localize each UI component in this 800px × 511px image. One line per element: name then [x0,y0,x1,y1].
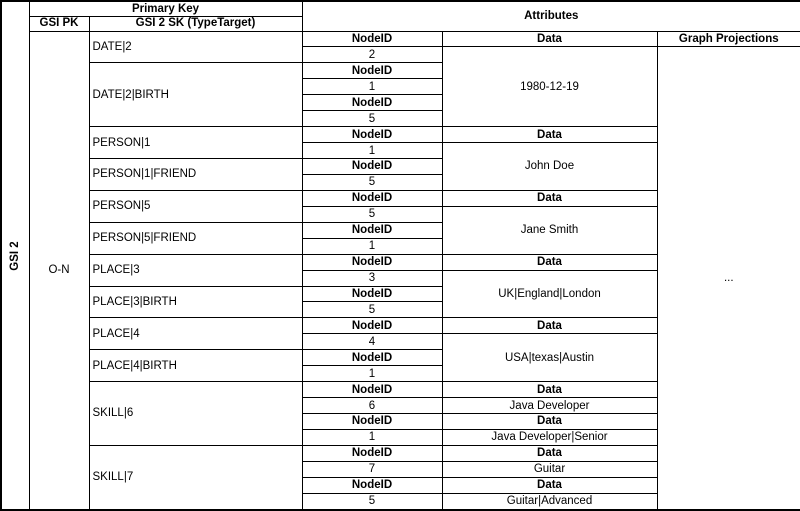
node-id-value: 2 [302,47,442,63]
node-id-value: 3 [302,270,442,286]
node-id-value: 4 [302,334,442,350]
data-value: John Doe [442,143,657,191]
sk-cell: PLACE|3 [89,254,302,286]
node-id-header: NodeID [302,286,442,302]
gsi-index-label-cell [1,1,29,510]
data-value: Java Developer|Senior [442,429,657,445]
node-id-header: NodeID [302,254,442,270]
node-id-header: NodeID [302,31,442,47]
node-id-header: NodeID [302,414,442,430]
node-id-value: 5 [302,302,442,318]
sk-cell: DATE|2 [89,31,302,63]
node-id-value: 5 [302,174,442,190]
data-header: Data [442,382,657,398]
gsi-index-label: GSI 2 [9,240,22,271]
primary-key-header: Primary Key [29,1,302,16]
node-id-header: NodeID [302,63,442,79]
attributes-header: Attributes [302,1,800,31]
node-id-value: 5 [302,111,442,127]
node-id-header: NodeID [302,159,442,175]
node-id-value: 5 [302,206,442,222]
data-header: Data [442,254,657,270]
node-id-header: NodeID [302,127,442,143]
node-id-header: NodeID [302,222,442,238]
data-value: UK|England|London [442,270,657,318]
node-id-header: NodeID [302,382,442,398]
data-header: Data [442,414,657,430]
graph-projections-header: Graph Projections [657,31,800,47]
sk-cell: PERSON|5|FRIEND [89,222,302,254]
node-id-value: 6 [302,398,442,414]
data-header: Data [442,445,657,461]
node-id-header: NodeID [302,190,442,206]
data-value: Jane Smith [442,206,657,254]
graph-projections-cell: ... [657,47,800,510]
node-id-header: NodeID [302,318,442,334]
sk-cell: PLACE|4 [89,318,302,350]
node-id-value: 5 [302,493,442,510]
data-value: Java Developer [442,398,657,414]
node-id-value: 1 [302,366,442,382]
sk-cell: PLACE|4|BIRTH [89,350,302,382]
data-value: Guitar|Advanced [442,493,657,510]
sk-cell: SKILL|6 [89,382,302,446]
partition-key-cell: O-N [29,31,89,510]
node-id-value: 1 [302,429,442,445]
node-id-value: 1 [302,143,442,159]
node-id-header: NodeID [302,350,442,366]
node-id-value: 1 [302,238,442,254]
node-id-header: NodeID [302,95,442,111]
gsi-pk-header: GSI PK [29,16,89,31]
node-id-header: NodeID [302,477,442,493]
sk-cell: PERSON|5 [89,190,302,222]
sk-cell: SKILL|7 [89,445,302,510]
data-value: USA|texas|Austin [442,334,657,382]
node-id-value: 7 [302,461,442,477]
sk-cell: PERSON|1|FRIEND [89,159,302,191]
data-header: Data [442,190,657,206]
gsi-sk-header: GSI 2 SK (TypeTarget) [89,16,302,31]
data-header: Data [442,318,657,334]
node-id-value: 1 [302,79,442,95]
data-value: 1980-12-19 [442,47,657,127]
data-value: Guitar [442,461,657,477]
data-header: Data [442,127,657,143]
data-header: Data [442,477,657,493]
node-id-header: NodeID [302,445,442,461]
sk-cell: PERSON|1 [89,127,302,159]
sk-cell: PLACE|3|BIRTH [89,286,302,318]
sk-cell: DATE|2|BIRTH [89,63,302,127]
data-header: Data [442,31,657,47]
